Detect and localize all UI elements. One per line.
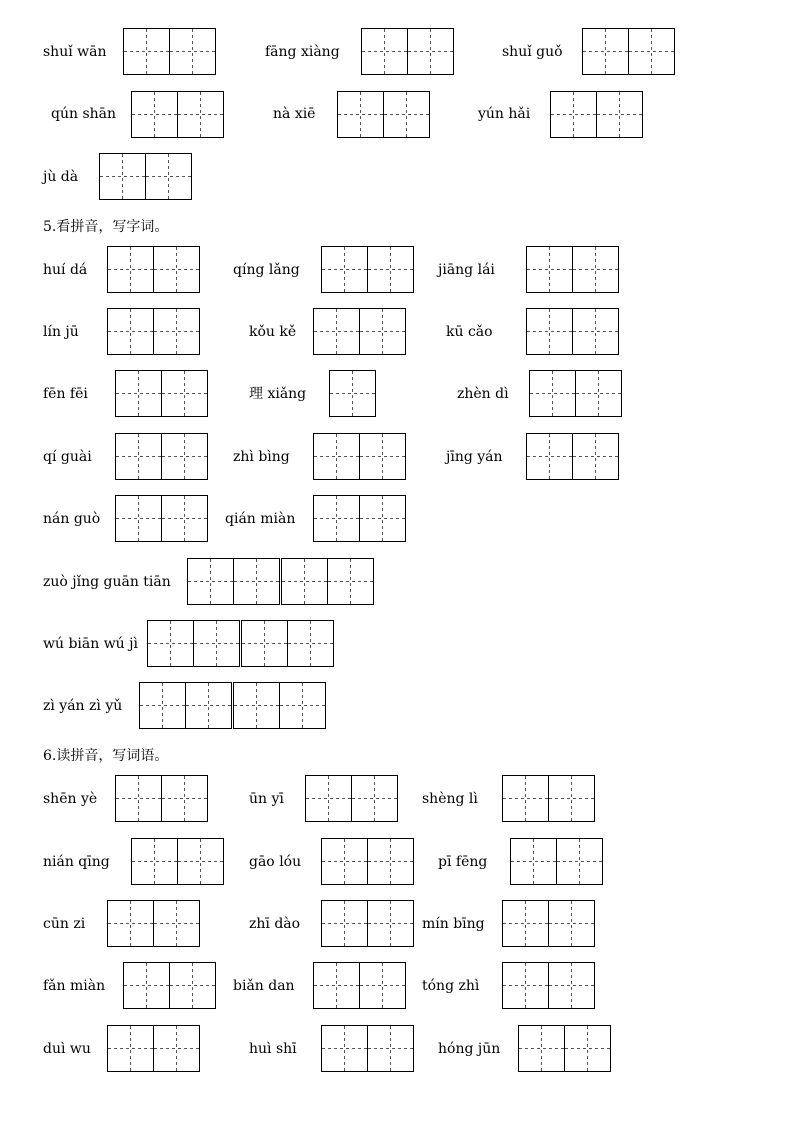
writing-cell[interactable] xyxy=(185,682,232,729)
writing-cell[interactable] xyxy=(321,1025,368,1072)
writing-grid-2[interactable] xyxy=(529,370,622,417)
writing-cell[interactable] xyxy=(153,900,200,947)
writing-cell[interactable] xyxy=(367,900,414,947)
writing-cell[interactable] xyxy=(313,433,360,480)
writing-grid-2[interactable] xyxy=(131,91,224,138)
writing-cell[interactable] xyxy=(367,1025,414,1072)
writing-cell[interactable] xyxy=(233,682,280,729)
writing-cell[interactable] xyxy=(161,775,208,822)
writing-grid-2[interactable] xyxy=(99,153,192,200)
writing-cell[interactable] xyxy=(161,433,208,480)
pinyin-label: qún shān xyxy=(51,106,117,122)
writing-cell[interactable] xyxy=(575,370,622,417)
writing-cell[interactable] xyxy=(327,558,374,605)
writing-cell[interactable] xyxy=(139,682,186,729)
pinyin-label: kū cǎo xyxy=(446,324,493,340)
section-title: 5.看拼音，写字词。 xyxy=(43,219,169,235)
writing-cell[interactable] xyxy=(550,91,597,138)
writing-cell[interactable] xyxy=(313,495,360,542)
writing-cell[interactable] xyxy=(596,91,643,138)
writing-grid-2[interactable] xyxy=(313,495,406,542)
pinyin-label: kǒu kě xyxy=(249,324,297,340)
pinyin-label: zhī dào xyxy=(249,916,301,932)
pinyin-label: mín bīng xyxy=(422,916,485,932)
writing-cell[interactable] xyxy=(572,433,619,480)
pinyin-label: shuǐ wān xyxy=(43,44,107,60)
writing-cell[interactable] xyxy=(502,900,549,947)
writing-grid-2[interactable] xyxy=(281,558,374,605)
writing-cell[interactable] xyxy=(169,962,216,1009)
pinyin-label: fāng xiàng xyxy=(265,44,340,60)
pinyin-label: gāo lóu xyxy=(249,854,302,870)
writing-cell[interactable] xyxy=(305,775,352,822)
writing-grid-2[interactable] xyxy=(321,1025,414,1072)
writing-cell[interactable] xyxy=(321,246,368,293)
writing-grid-2[interactable] xyxy=(321,838,414,885)
pinyin-label: jù dà xyxy=(43,169,79,185)
writing-cell[interactable] xyxy=(279,682,326,729)
writing-cell[interactable] xyxy=(367,838,414,885)
writing-grid-2[interactable] xyxy=(518,1025,611,1072)
writing-cell[interactable] xyxy=(123,28,170,75)
writing-grid-2[interactable] xyxy=(526,308,619,355)
pinyin-label: qí guài xyxy=(43,449,92,465)
writing-grid-2[interactable] xyxy=(305,775,398,822)
writing-cell[interactable] xyxy=(518,1025,565,1072)
writing-cell[interactable] xyxy=(502,775,549,822)
writing-cell[interactable] xyxy=(337,91,384,138)
writing-cell[interactable] xyxy=(177,838,224,885)
writing-grid-2[interactable] xyxy=(313,308,406,355)
writing-cell[interactable] xyxy=(572,308,619,355)
writing-cell[interactable] xyxy=(153,246,200,293)
writing-grid-2[interactable] xyxy=(107,246,200,293)
writing-cell[interactable] xyxy=(548,962,595,1009)
writing-cell[interactable] xyxy=(123,962,170,1009)
writing-grid-2[interactable] xyxy=(107,900,200,947)
writing-cell[interactable] xyxy=(526,246,573,293)
writing-cell[interactable] xyxy=(359,433,406,480)
pinyin-label: zhì bìng xyxy=(233,449,290,465)
pinyin-label: shèng lì xyxy=(422,791,478,807)
writing-cell[interactable] xyxy=(351,775,398,822)
writing-grid-2[interactable] xyxy=(187,558,280,605)
writing-cell[interactable] xyxy=(628,28,675,75)
writing-grid-2[interactable] xyxy=(241,620,334,667)
writing-grid-2[interactable] xyxy=(313,962,406,1009)
writing-grid-2[interactable] xyxy=(502,775,595,822)
writing-grid-2[interactable] xyxy=(526,246,619,293)
pinyin-label: biǎn dan xyxy=(233,978,295,994)
writing-cell[interactable] xyxy=(115,775,162,822)
pinyin-label: nà xiē xyxy=(273,106,316,122)
writing-cell[interactable] xyxy=(564,1025,611,1072)
writing-cell[interactable] xyxy=(572,246,619,293)
writing-cell[interactable] xyxy=(329,370,376,417)
writing-grid-2[interactable] xyxy=(321,246,414,293)
writing-cell[interactable] xyxy=(233,558,280,605)
writing-cell[interactable] xyxy=(556,838,603,885)
writing-cell[interactable] xyxy=(115,495,162,542)
pinyin-label: qián miàn xyxy=(225,511,296,527)
pinyin-label: fēn fēi xyxy=(43,386,88,402)
pinyin-label: duì wu xyxy=(43,1041,91,1057)
writing-grid-2[interactable] xyxy=(123,962,216,1009)
writing-grid-2[interactable] xyxy=(115,775,208,822)
writing-cell[interactable] xyxy=(529,370,576,417)
writing-grid-2[interactable] xyxy=(123,28,216,75)
pinyin-label: pī fēng xyxy=(438,854,488,870)
writing-grid-2[interactable] xyxy=(550,91,643,138)
writing-cell[interactable] xyxy=(153,308,200,355)
pinyin-label: yún hǎi xyxy=(478,106,531,122)
writing-cell[interactable] xyxy=(99,153,146,200)
pinyin-label: jīng yán xyxy=(446,449,503,465)
writing-grid-2[interactable] xyxy=(147,620,240,667)
writing-cell[interactable] xyxy=(361,28,408,75)
writing-cell[interactable] xyxy=(131,838,178,885)
pinyin-label: fǎn miàn xyxy=(43,978,106,994)
pinyin-label: ūn yī xyxy=(249,791,284,807)
writing-cell[interactable] xyxy=(169,28,216,75)
writing-cell[interactable] xyxy=(115,370,162,417)
writing-grid-2[interactable] xyxy=(321,900,414,947)
pinyin-label: nán guò xyxy=(43,511,101,527)
writing-cell[interactable] xyxy=(131,91,178,138)
writing-grid-2[interactable] xyxy=(115,433,208,480)
pinyin-label: zuò jǐng guān tiān xyxy=(43,574,171,590)
pinyin-label: qíng lǎng xyxy=(233,262,300,278)
writing-grid-2[interactable] xyxy=(107,308,200,355)
writing-cell[interactable] xyxy=(321,900,368,947)
writing-grid-2[interactable] xyxy=(526,433,619,480)
writing-cell[interactable] xyxy=(193,620,240,667)
pinyin-label: shuǐ guǒ xyxy=(502,44,563,60)
writing-cell[interactable] xyxy=(321,838,368,885)
writing-cell[interactable] xyxy=(548,900,595,947)
pinyin-label: hóng jūn xyxy=(438,1041,501,1057)
writing-cell[interactable] xyxy=(383,91,430,138)
writing-grid-2[interactable] xyxy=(502,962,595,1009)
writing-grid-2[interactable] xyxy=(233,682,326,729)
writing-grid-2[interactable] xyxy=(131,838,224,885)
writing-cell[interactable] xyxy=(187,558,234,605)
writing-cell[interactable] xyxy=(115,433,162,480)
writing-grid-2[interactable] xyxy=(115,495,208,542)
writing-cell[interactable] xyxy=(359,495,406,542)
section-title: 6.读拼音，写词语。 xyxy=(43,748,169,764)
pinyin-label: zì yán zì yǔ xyxy=(43,698,123,714)
pinyin-label: cūn zi xyxy=(43,916,86,932)
writing-grid-2[interactable] xyxy=(139,682,232,729)
writing-cell[interactable] xyxy=(313,308,360,355)
writing-cell[interactable] xyxy=(281,558,328,605)
writing-cell[interactable] xyxy=(161,370,208,417)
writing-cell[interactable] xyxy=(367,246,414,293)
writing-cell[interactable] xyxy=(107,246,154,293)
pinyin-label: huí dá xyxy=(43,262,88,278)
writing-cell[interactable] xyxy=(107,308,154,355)
pinyin-label: zhèn dì xyxy=(457,386,509,402)
pinyin-label: lín jū xyxy=(43,324,79,340)
writing-cell[interactable] xyxy=(161,495,208,542)
writing-grid-1[interactable] xyxy=(329,370,376,417)
writing-cell[interactable] xyxy=(153,1025,200,1072)
pinyin-label: 理 xiǎng xyxy=(249,386,307,402)
writing-cell[interactable] xyxy=(359,962,406,1009)
pinyin-label: shēn yè xyxy=(43,791,98,807)
writing-cell[interactable] xyxy=(107,900,154,947)
writing-grid-2[interactable] xyxy=(582,28,675,75)
writing-cell[interactable] xyxy=(510,838,557,885)
writing-cell[interactable] xyxy=(407,28,454,75)
writing-cell[interactable] xyxy=(147,620,194,667)
writing-cell[interactable] xyxy=(145,153,192,200)
writing-cell[interactable] xyxy=(502,962,549,1009)
writing-grid-2[interactable] xyxy=(107,1025,200,1072)
writing-cell[interactable] xyxy=(313,962,360,1009)
writing-cell[interactable] xyxy=(107,1025,154,1072)
writing-cell[interactable] xyxy=(287,620,334,667)
writing-cell[interactable] xyxy=(359,308,406,355)
writing-grid-2[interactable] xyxy=(337,91,430,138)
writing-grid-2[interactable] xyxy=(361,28,454,75)
writing-grid-2[interactable] xyxy=(115,370,208,417)
writing-cell[interactable] xyxy=(241,620,288,667)
pinyin-label: huì shī xyxy=(249,1041,297,1057)
pinyin-label: jiāng lái xyxy=(438,262,495,278)
writing-cell[interactable] xyxy=(526,308,573,355)
pinyin-label: tóng zhì xyxy=(422,978,480,994)
writing-cell[interactable] xyxy=(177,91,224,138)
writing-grid-2[interactable] xyxy=(313,433,406,480)
pinyin-label: nián qīng xyxy=(43,854,110,870)
writing-cell[interactable] xyxy=(526,433,573,480)
writing-grid-2[interactable] xyxy=(502,900,595,947)
writing-grid-2[interactable] xyxy=(510,838,603,885)
writing-cell[interactable] xyxy=(582,28,629,75)
writing-cell[interactable] xyxy=(548,775,595,822)
pinyin-label: wú biān wú jì xyxy=(43,636,138,652)
